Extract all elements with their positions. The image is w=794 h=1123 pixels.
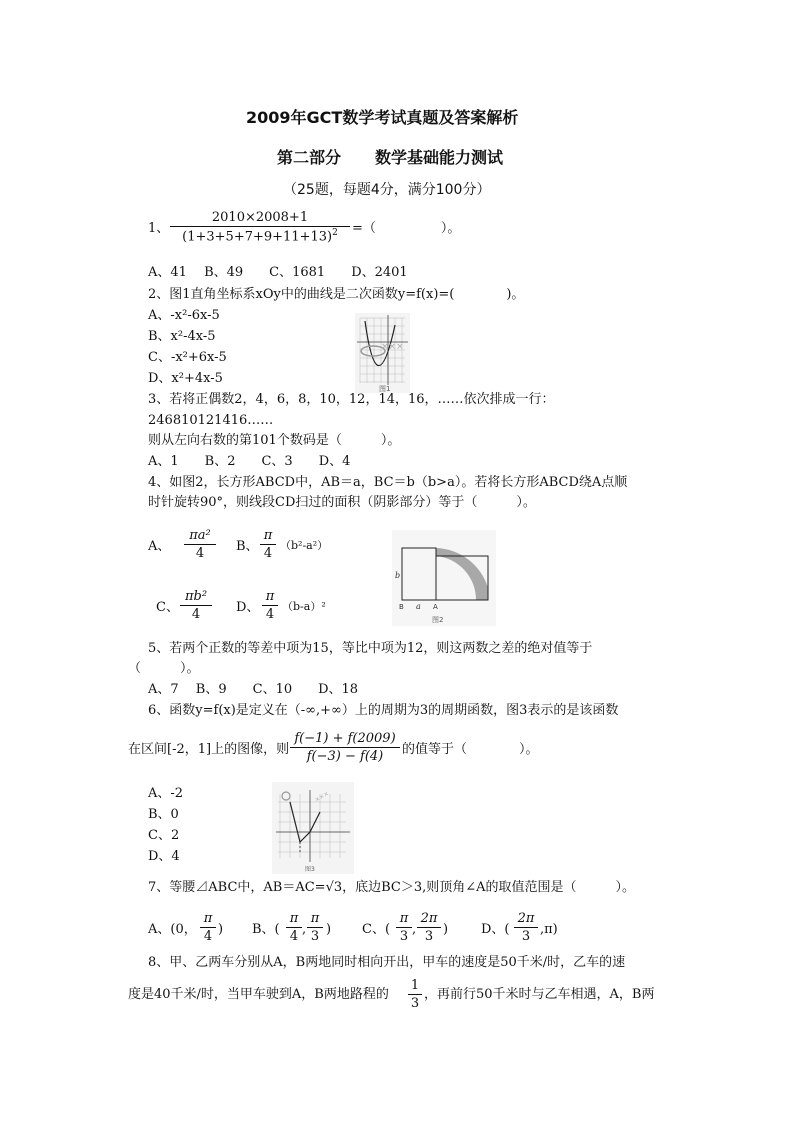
- q6-stem-line1: 6、函数y=f(x)是定义在（-∞,+∞）上的周期为3的周期函数，图3表示的是该函数: [148, 703, 619, 718]
- q7-option-b-fraction2: [307, 911, 323, 944]
- q1-exponent: 2: [332, 228, 338, 238]
- q7-option-c-fraction1: [396, 911, 412, 944]
- q4-option-d-num: π: [265, 589, 275, 604]
- q4-option-a-den: 4: [195, 546, 205, 561]
- q2-option-d: D、x²+4x-5: [148, 371, 223, 386]
- q4-option-c-num: πb²: [184, 589, 208, 604]
- q7-option-a-fraction: [200, 911, 216, 944]
- q2-option-a: A、-x²-6x-5: [148, 308, 220, 323]
- figure-3-caption: 图3: [305, 866, 315, 873]
- score-note: （25题，每题4分，满分100分）: [283, 182, 491, 198]
- q7-option-b-fraction1: [286, 911, 302, 944]
- q7-c-den1: 3: [399, 929, 409, 944]
- q7-option-d-post: ,π): [540, 922, 558, 937]
- q4-option-a-num: πa²: [189, 528, 211, 543]
- q5-options: A、7 B、9 C、10 D、18: [148, 682, 359, 697]
- q4-option-d-tail: （b-a）²: [282, 600, 326, 613]
- q4-option-a-fraction: [184, 528, 216, 561]
- q4-stem-line1: 4、如图2，长方形ABCD中，AB＝a，BC＝b（b>a）。若将长方形ABCD绕A点顺: [148, 475, 628, 490]
- q8-stem-post: ，再前行50千米时与乙车相遇，A，B两: [424, 987, 655, 1002]
- q6-numerator: f(−1) + f(2009): [294, 731, 396, 746]
- q4-option-d-den: 4: [265, 607, 275, 622]
- q6-stem-post: 的值等于（ ）。: [402, 742, 539, 757]
- q7-option-a-pre: A、(0，: [148, 922, 197, 937]
- figure-1-caption: 图1: [379, 385, 391, 393]
- q4-option-a-label: A、: [148, 539, 171, 554]
- q2-option-c: C、-x²+6x-5: [148, 350, 227, 365]
- q3-ask: 则从左向右数的第101个数码是（ ）。: [148, 433, 401, 448]
- q4-option-b-label: B、: [236, 539, 259, 554]
- figure-2-label-A: A: [433, 603, 438, 611]
- q6-fraction: [290, 731, 400, 764]
- q7-option-d-pre: D、(: [481, 922, 510, 937]
- q7-a-den: 4: [203, 929, 213, 944]
- q1-options: A、41 B、49 C、1681 D、2401: [148, 265, 408, 280]
- q7-option-a-post: ): [218, 922, 224, 937]
- q7-c-num1: π: [399, 911, 409, 926]
- document-title: 2009年GCT数学考试真题及答案解析: [246, 108, 519, 127]
- q4-option-b-tail: （b²-a²）: [280, 539, 329, 552]
- q5-stem-line1: 5、若两个正数的等差中项为15，等比中项为12，则这两数之差的绝对值等于: [148, 641, 593, 656]
- figure-2-caption: 图2: [432, 616, 444, 624]
- q4-option-c-den: 4: [191, 607, 201, 622]
- q8-stem-line1: 8、甲、乙两车分别从A，B两地同时相向开出，甲车的速度是50千米/时，乙车的速: [148, 955, 626, 970]
- q4-option-b-num: π: [263, 528, 273, 543]
- figure-1-parabola: [355, 313, 410, 393]
- q7-option-b-post: ): [326, 922, 332, 937]
- q2-option-b: B、x²-4x-5: [148, 329, 216, 344]
- q4-option-d-fraction: [262, 589, 278, 622]
- q8-fraction: [408, 978, 422, 1011]
- figure-2-label-a: a: [416, 602, 421, 611]
- q2-stem: 2、图1直角坐标系xOy中的曲线是二次函数y=f(x)=( )。: [148, 287, 525, 302]
- q4-option-b-fraction: [260, 528, 276, 561]
- q8-den: 3: [410, 996, 420, 1011]
- q7-c-num2: 2π: [420, 911, 438, 926]
- q8-stem-pre: 度是40千米/时，当甲车驶到A，B两地路程的: [128, 987, 389, 1002]
- q7-option-c-pre: C、(: [362, 922, 391, 937]
- q6-denominator: f(−3) − f(4): [306, 749, 384, 764]
- q7-c-den2: 3: [424, 929, 434, 944]
- q7-stem: 7、等腰⊿ABC中，AB＝AC=√3，底边BC＞3,则顶角∠A的取值范围是（ ）。: [148, 880, 636, 895]
- q6-option-b: B、0: [148, 807, 179, 822]
- q1-numerator: 2010×2008+1: [211, 210, 309, 225]
- q7-option-c-fraction2: [417, 911, 441, 944]
- q7-option-d-fraction: [514, 911, 538, 944]
- q8-num: 1: [410, 978, 420, 993]
- q7-b-num1: π: [289, 911, 299, 926]
- q7-b-num2: π: [310, 911, 320, 926]
- figure-3-function-graph: [272, 782, 354, 874]
- svg-text:×××: ×××: [313, 790, 331, 804]
- q7-option-c-post: ): [443, 922, 449, 937]
- svg-text:×××: ×××: [381, 342, 404, 352]
- q4-option-c-fraction: [180, 589, 212, 622]
- q4-option-b-den: 4: [263, 546, 273, 561]
- q6-option-d: D、4: [148, 849, 180, 864]
- q7-d-den: 3: [521, 929, 531, 944]
- q7-option-b-pre: B、(: [252, 922, 280, 937]
- q1-fraction: [170, 210, 350, 244]
- q5-stem-line2: （ ）。: [128, 661, 200, 676]
- q4-option-c-label: C、: [156, 600, 179, 615]
- q7-a-num: π: [203, 911, 213, 926]
- q4-stem-line2: 时针旋转90°，则线段CD扫过的面积（阴影部分）等于（ ）。: [148, 495, 536, 510]
- q6-stem-pre: 在区间[-2，1]上的图像，则: [128, 742, 290, 757]
- q3-sequence: 246810121416……: [148, 413, 274, 428]
- figure-2-label-b: b: [395, 571, 401, 580]
- part-label: 第二部分: [277, 148, 342, 167]
- q4-option-d-label: D、: [236, 600, 260, 615]
- q6-option-c: C、2: [148, 828, 180, 843]
- part-name: 数学基础能力测试: [375, 148, 504, 167]
- q7-b-den1: 4: [289, 929, 299, 944]
- q3-stem: 3、若将正偶数2，4，6，8，10，12，14，16，……依次排成一行：: [148, 392, 555, 407]
- q1-number: 1、: [148, 221, 170, 236]
- q6-option-a: A、-2: [148, 786, 184, 801]
- q3-options: A、1 B、2 C、3 D、4: [148, 454, 351, 469]
- figure-2-rectangle: [392, 530, 496, 626]
- q1-tail: =（ ）。: [352, 221, 461, 236]
- q7-b-den2: 3: [310, 929, 320, 944]
- q7-d-num: 2π: [517, 911, 535, 926]
- q1-denominator: (1+3+5+7+9+11+13): [182, 229, 333, 245]
- figure-2-label-B: B: [399, 603, 404, 611]
